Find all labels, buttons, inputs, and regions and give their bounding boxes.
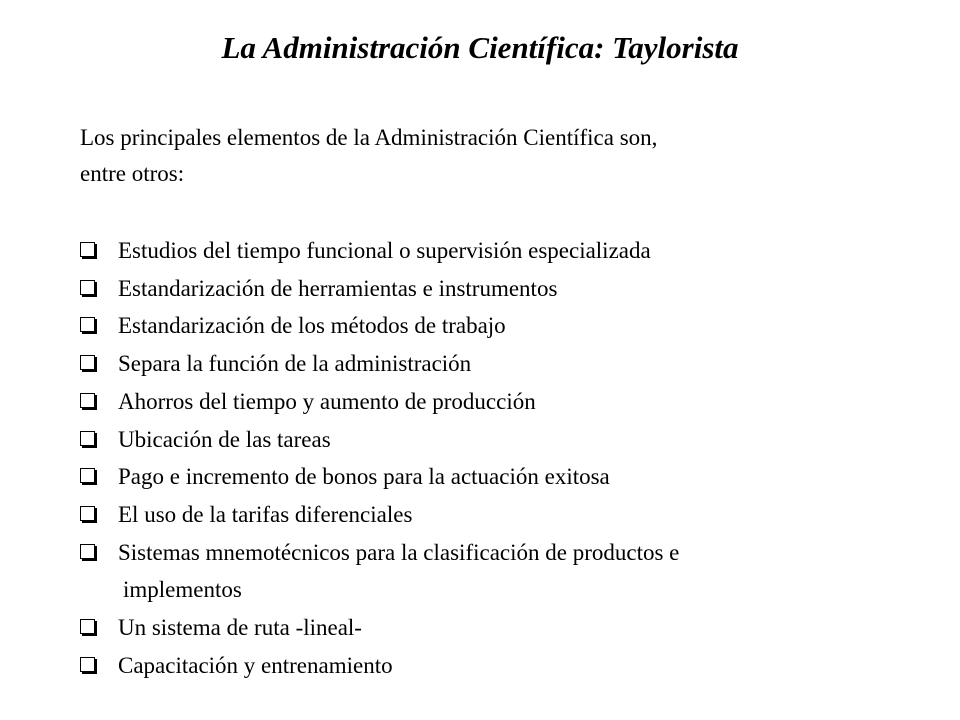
list-item [80,307,920,345]
list-item [80,345,920,383]
list-item-text: Separa la función de la administración [118,351,472,377]
list-item-text: Ahorros del tiempo y aumento de producción [118,388,536,414]
list-item-text: El uso de la tarifas diferenciales [118,501,413,527]
list-item [80,270,920,308]
list-item [80,383,920,421]
list-item [80,534,920,609]
list-item-text: Pago e incremento de bonos para la actuación exitosa [118,464,610,490]
checkbox-bullet-icon [80,355,95,370]
list-item [80,609,920,647]
list-item-text: Estudios del tiempo funcional o supervisión especializada [118,238,651,263]
checkbox-bullet-icon [80,317,95,332]
list-item [80,232,920,270]
checkbox-bullet-icon [80,431,95,446]
checkbox-bullet-icon [80,506,95,521]
list-item [80,647,920,685]
checkbox-bullet-icon [80,619,95,634]
list-item-text: Sistemas mnemotécnicos para la clasificación de productos e [118,539,680,565]
intro-line-1: Los principales elementos de la Administración Científica son, [80,125,658,150]
checkbox-bullet-icon [80,657,95,672]
list-item-text: Un sistema de ruta -lineal- [118,615,362,641]
checkbox-bullet-icon [80,468,95,483]
list-item-text: Ubicación de las tareas [118,426,331,452]
slide-title: La Administración Científica: Taylorista [221,30,739,65]
intro-line-2: entre otros: [80,161,185,186]
elements-list [80,232,920,684]
list-item-text: Capacitación y entrenamiento [118,652,393,678]
list-item-text: Estandarización de los métodos de trabajo [118,313,506,339]
intro-paragraph [80,120,910,192]
checkbox-bullet-icon [80,544,95,559]
checkbox-bullet-icon [80,393,95,408]
list-item [80,496,920,534]
list-item [80,458,920,496]
checkbox-bullet-icon [80,280,95,295]
checkbox-bullet-icon [80,242,95,257]
list-item-text: Estandarización de herramientas e instrumentos [118,275,558,301]
list-item [80,421,920,459]
list-item-continuation: implementos [123,577,242,603]
